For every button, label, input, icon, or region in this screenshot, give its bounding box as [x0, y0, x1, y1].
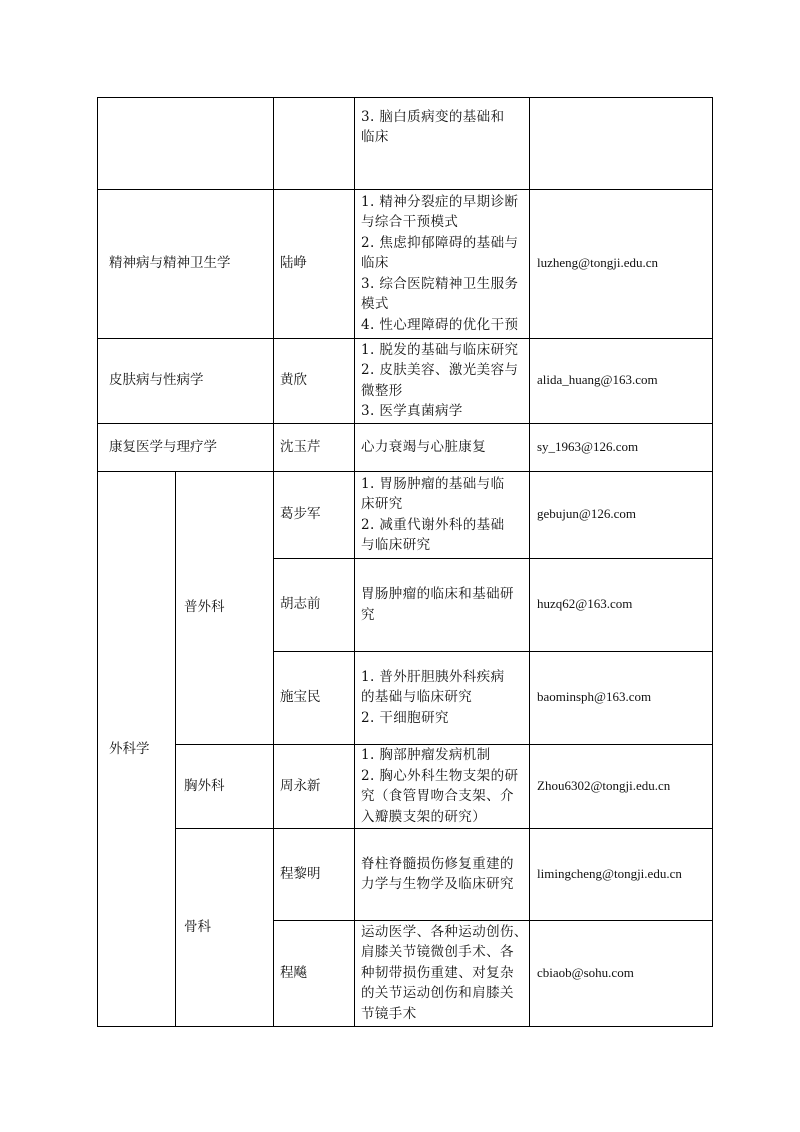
email-cell	[537, 338, 712, 423]
discipline-text: 康复医学与理疗学	[109, 438, 217, 455]
research-cell	[361, 423, 529, 471]
supervisor-name: 程飚	[280, 964, 307, 981]
research-cell	[361, 651, 529, 744]
discipline-cell	[109, 423, 273, 471]
rule	[712, 97, 713, 1027]
email-cell	[537, 423, 712, 471]
research-text: 胃肠肿瘤的临床和基础研 究	[361, 586, 514, 623]
email-text: huzq62@163.com	[537, 596, 633, 612]
email-text: baominsph@163.com	[537, 689, 652, 705]
supervisor-cell	[280, 558, 354, 651]
supervisor-name: 黄欣	[280, 372, 307, 389]
discipline-text: 外科学	[109, 740, 150, 757]
supervisor-name: 周永新	[280, 777, 321, 794]
supervisor-cell	[280, 189, 354, 338]
email-text: alida_huang@163.com	[537, 372, 658, 388]
email-text: gebujun@126.com	[537, 506, 636, 522]
email-text: sy_1963@126.com	[537, 438, 639, 454]
discipline-text: 精神病与精神卫生学	[109, 255, 231, 272]
research-text: 1. 脱发的基础与临床研究 2. 皮肤美容、激光美容与 微整形 3. 医学真菌病学	[361, 341, 519, 419]
research-cell	[361, 189, 529, 338]
supervisor-cell	[280, 338, 354, 423]
research-text: 脊柱脊髓损伤修复重建的 力学与生物学及临床研究	[361, 855, 514, 892]
subspecialty-cell	[184, 471, 273, 744]
email-text: Zhou6302@tongji.edu.cn	[537, 777, 671, 793]
research-cell	[361, 558, 529, 651]
supervisor-cell	[280, 423, 354, 471]
email-cell	[537, 920, 712, 1026]
rule	[97, 1026, 713, 1027]
research-text: 1. 普外肝胆胰外科疾病 的基础与临床研究 2. 干细胞研究	[361, 668, 505, 726]
email-cell	[537, 828, 712, 920]
supervisor-name: 施宝民	[280, 689, 321, 706]
supervisor-name: 陆峥	[280, 255, 307, 272]
supervisor-name: 葛步军	[280, 506, 321, 523]
supervisor-cell	[280, 471, 354, 558]
supervisor-name: 沈玉芹	[280, 438, 321, 455]
research-text: 运动医学、各种运动创伤、 肩膝关节镜微创手术、各 种韧带损伤重建、对复杂 的关节运动创伤和肩膝关 节镜手术	[361, 923, 528, 1022]
email-cell	[537, 744, 712, 828]
research-cell	[361, 338, 529, 423]
research-cell	[361, 744, 529, 828]
supervisor-name: 程黎明	[280, 865, 321, 882]
rule	[273, 97, 274, 1027]
subspecialty-cell	[184, 828, 273, 1026]
research-text: 1. 胸部肿瘤发病机制 2. 胸心外科生物支架的研 究（食管胃吻合支架、介 入瓣膜支架的研究）	[361, 747, 519, 825]
research-text: 1. 胃肠肿瘤的基础与临 床研究 2. 减重代谢外科的基础 与临床研究	[361, 475, 505, 553]
supervisor-cell	[280, 920, 354, 1026]
subspecialty-label: 普外科	[184, 599, 225, 616]
discipline-cell	[109, 189, 273, 338]
research-text: 心力衰竭与心脏康复	[361, 438, 487, 455]
email-text: luzheng@tongji.edu.cn	[537, 255, 658, 271]
supervisor-cell	[280, 744, 354, 828]
supervisor-cell	[280, 828, 354, 920]
research-cell	[361, 920, 529, 1026]
discipline-cell	[109, 471, 175, 1027]
subspecialty-label: 胸外科	[184, 777, 225, 794]
research-cell	[361, 471, 529, 558]
rule	[354, 97, 355, 1027]
email-cell	[537, 189, 712, 338]
subspecialty-label: 骨科	[184, 918, 211, 935]
supervisor-name: 胡志前	[280, 596, 321, 613]
research-cell	[361, 828, 529, 920]
supervisor-cell	[280, 651, 354, 744]
discipline-cell	[109, 338, 273, 423]
research-cell	[361, 97, 529, 157]
research-text: 1. 精神分裂症的早期诊断 与综合干预模式 2. 焦虑抑郁障碍的基础与 临床 3. 综合医院精神卫生服务 模式 4. 性心理障碍的优化干预	[361, 193, 519, 333]
rule	[529, 97, 530, 1027]
rule	[97, 97, 98, 1027]
rule	[175, 471, 176, 1027]
email-text: limingcheng@tongji.edu.cn	[537, 865, 682, 881]
subspecialty-cell	[184, 744, 273, 828]
discipline-text: 皮肤病与性病学	[109, 372, 204, 389]
email-text: cbiaob@sohu.com	[537, 964, 634, 980]
email-cell	[537, 471, 712, 558]
email-cell	[537, 651, 712, 744]
email-cell	[537, 558, 712, 651]
research-text: 3. 脑白质病变的基础和 临床	[361, 108, 505, 145]
